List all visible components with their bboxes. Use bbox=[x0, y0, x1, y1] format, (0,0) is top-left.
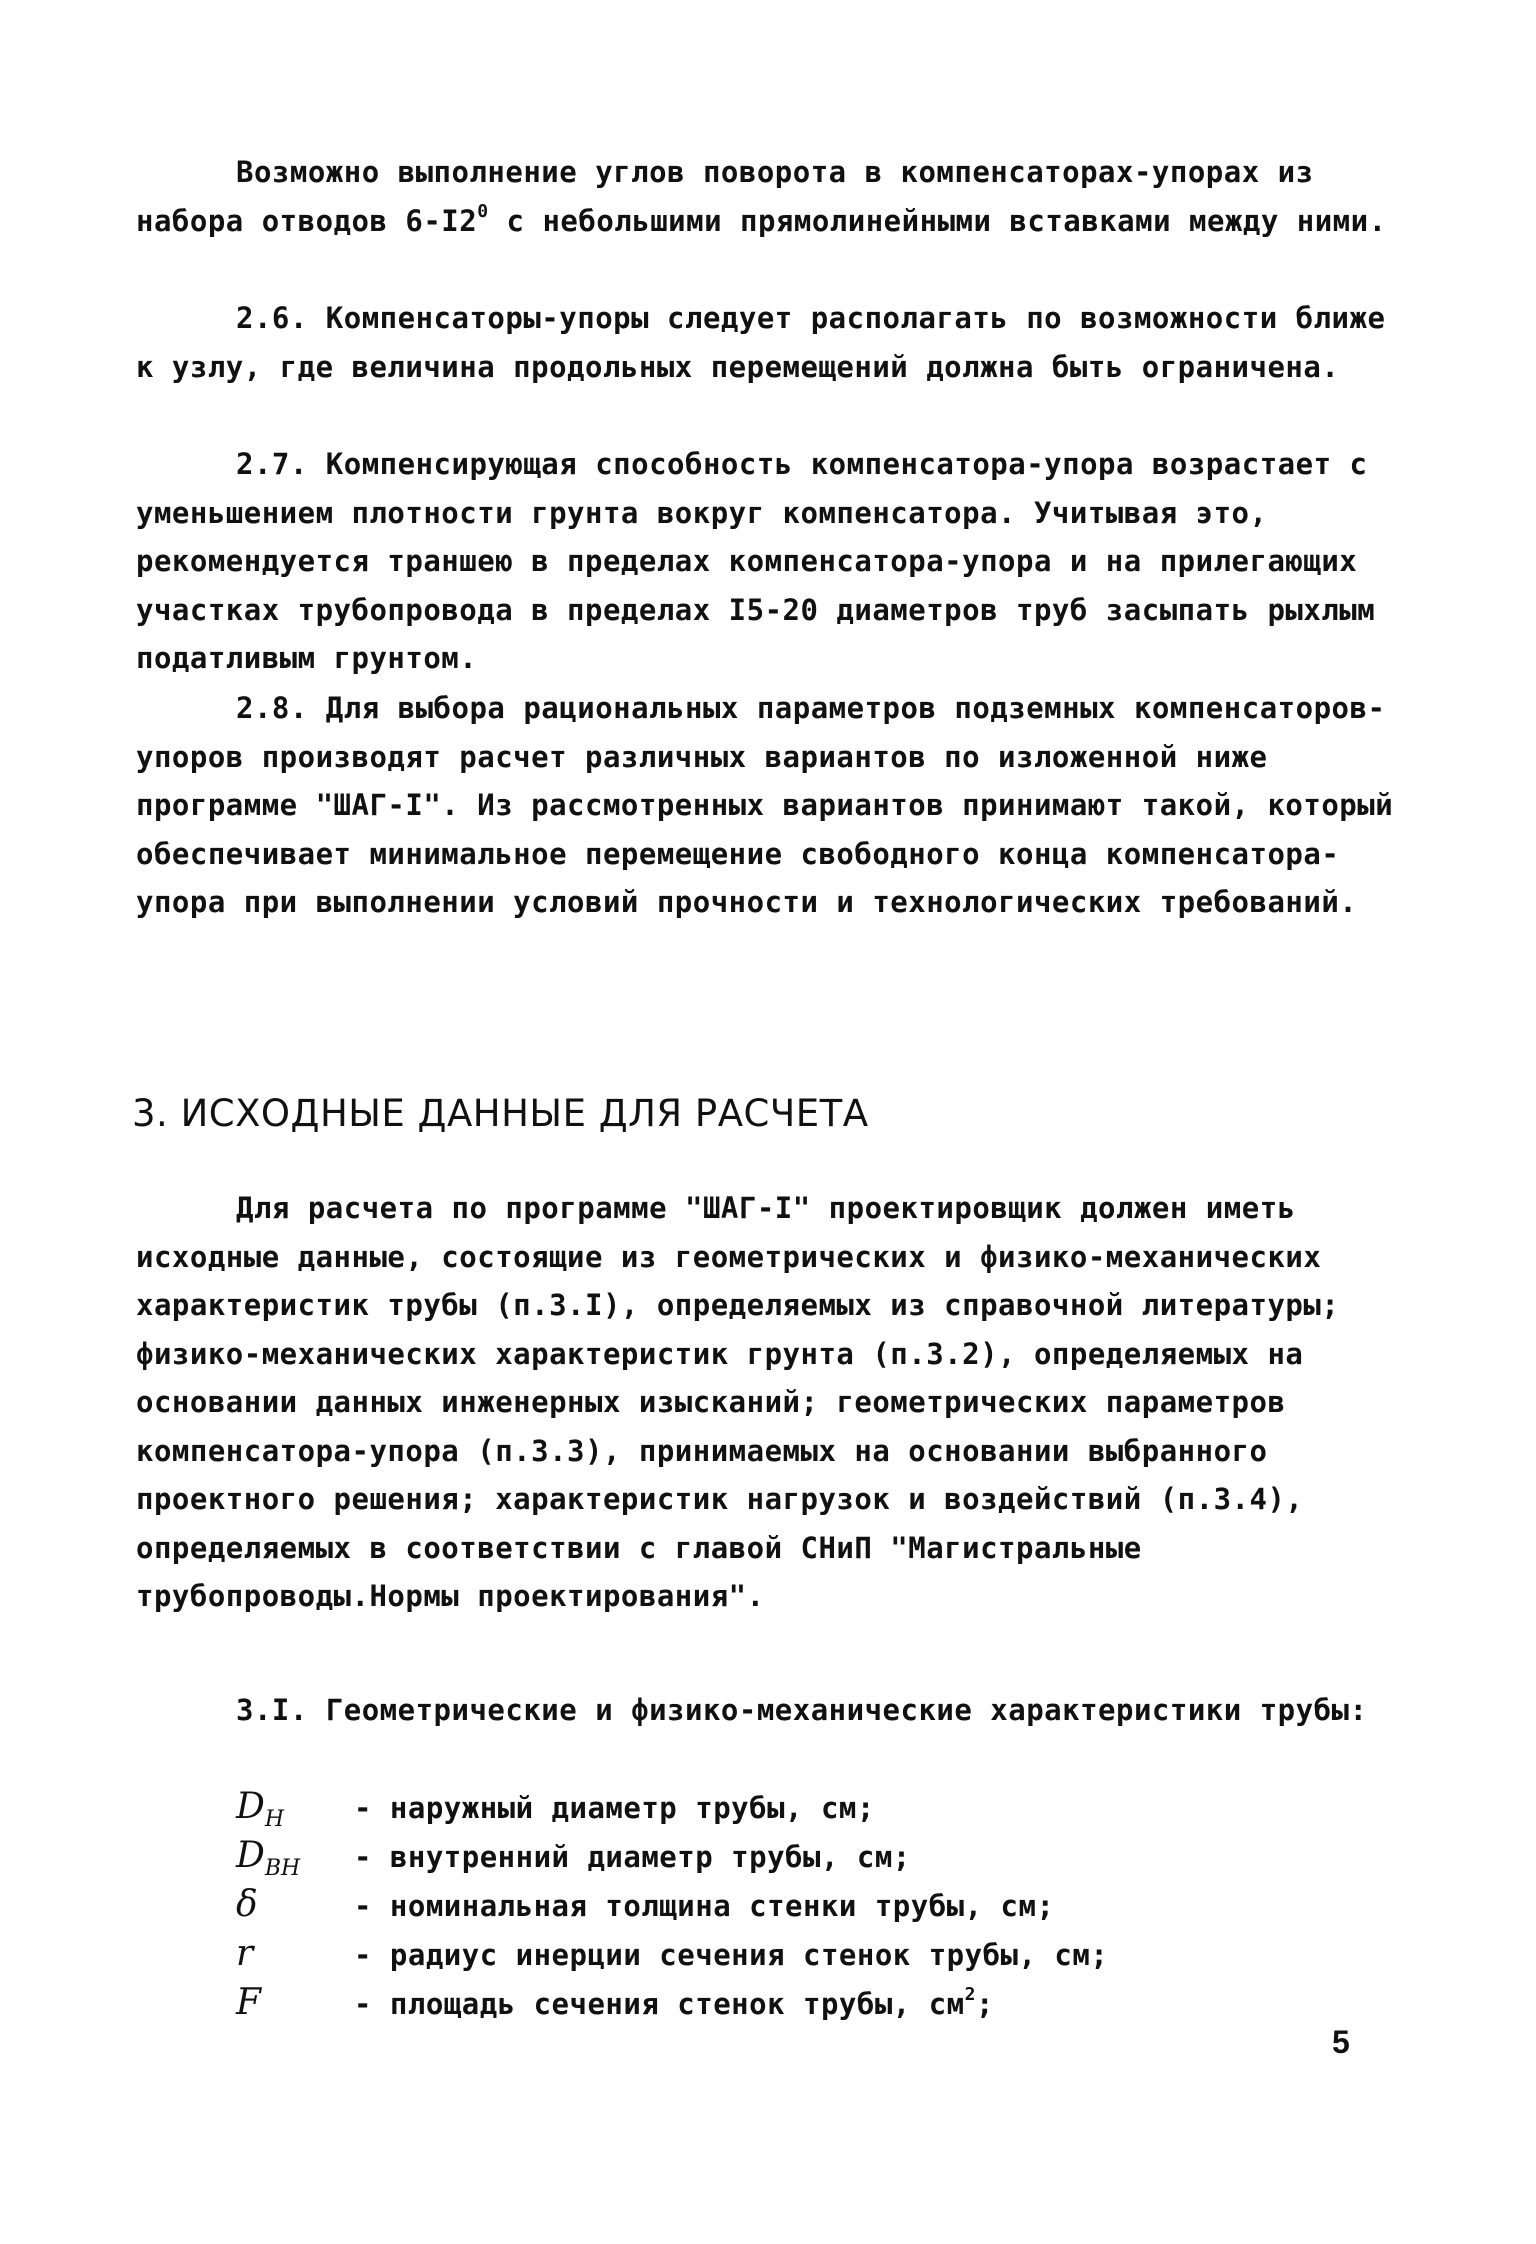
section-heading: 3. ИСХОДНЫЕ ДАННЫЕ ДЛЯ РАСЧЕТА bbox=[132, 1092, 869, 1135]
symbol-row bbox=[236, 1982, 1396, 2031]
paragraph-angles-text-a: Возможно выполнение углов поворота в компенсаторах-упорах из набора отводов 6-I2 bbox=[136, 155, 1332, 238]
paragraph-2-8: 2.8. Для выбора рациональных параметров подземных компенсаторов-упоров производят расчет различных вариантов по изложенной ниже программе "ШАГ-I". Из рассмотренных вариантов принимают такой, который обеспечивает минимальное перемещение свободного конца компенсатора-упора при выполнении условий прочности и технологических требований. bbox=[136, 691, 1412, 919]
symbol-description-tail: ; bbox=[975, 1987, 994, 2021]
symbol-description bbox=[354, 1984, 994, 2021]
symbol-list bbox=[236, 1786, 1396, 2031]
symbol bbox=[236, 1835, 354, 1881]
paragraph-angles bbox=[136, 148, 1416, 245]
symbol-description-text: - площадь сечения стенок трубы, см bbox=[354, 1987, 965, 2021]
symbol-row bbox=[236, 1786, 1396, 1835]
symbol-letter: δ bbox=[236, 1884, 258, 1925]
symbol-description: - наружный диаметр трубы, см; bbox=[354, 1791, 875, 1825]
paragraph-angles-text-b: с небольшими прямолинейными вставками между ними. bbox=[488, 203, 1387, 238]
degree-mark: 0 bbox=[477, 200, 489, 222]
symbol-row bbox=[236, 1835, 1396, 1884]
symbol-letter: D bbox=[236, 1786, 265, 1827]
symbol-description: - внутренний диаметр трубы, см; bbox=[354, 1840, 911, 1874]
unit-exponent: 2 bbox=[964, 1984, 976, 2005]
paragraph-3-intro: Для расчета по программе "ШАГ-I" проектировщик должен иметь исходные данные, состоящие из геометрических и физико-механических характеристик трубы (п.3.I), определяемых из справочной литературы; физико-механических характеристик грунта (п.3.2), определяемых на основании данных инженерных изысканий; геометрических параметров компенсатора-упора (п.3.3), принимаемых на основании выбранного проектного решения; характеристик нагрузок и воздействий (п.3.4), определяемых в соответствии с главой СНиП "Магистральные трубопроводы.Нормы проектирования". bbox=[136, 1191, 1358, 1613]
symbol bbox=[236, 1786, 354, 1832]
symbol-row bbox=[236, 1884, 1396, 1933]
symbol-row bbox=[236, 1933, 1396, 1982]
symbol bbox=[236, 1884, 354, 1925]
symbol-subscript: Н bbox=[264, 1807, 285, 1833]
symbol-description: - номинальная толщина стенки трубы, см; bbox=[354, 1889, 1055, 1923]
symbol-subscript: ВН bbox=[264, 1856, 301, 1882]
page-number: 5 bbox=[1332, 2024, 1350, 2060]
symbol bbox=[236, 1933, 354, 1974]
symbol-letter: r bbox=[236, 1933, 254, 1974]
paragraph-2-7: 2.7. Компенсирующая способность компенсатора-упора возрастает с уменьшением плотности грунта вокруг компенсатора. Учитывая это, рекомендуется траншею в пределах компенсатора-упора и на прилегающих участках трубопровода в пределах I5-20 диаметров труб засыпать рыхлым податливым грунтом. bbox=[136, 447, 1394, 675]
symbol bbox=[236, 1982, 354, 2023]
symbol-letter: D bbox=[236, 1835, 265, 1876]
symbol-description: - радиус инерции сечения стенок трубы, см; bbox=[354, 1938, 1109, 1972]
symbol-letter: F bbox=[236, 1982, 261, 2023]
paragraph-2-6: 2.6. Компенсаторы-упоры следует располагать по возможности ближе к узлу, где величина продольных перемещений должна быть ограничена. bbox=[136, 301, 1404, 384]
paragraph-3-1: 3.I. Геометрические и физико-механические характеристики трубы: bbox=[236, 1693, 1368, 1727]
